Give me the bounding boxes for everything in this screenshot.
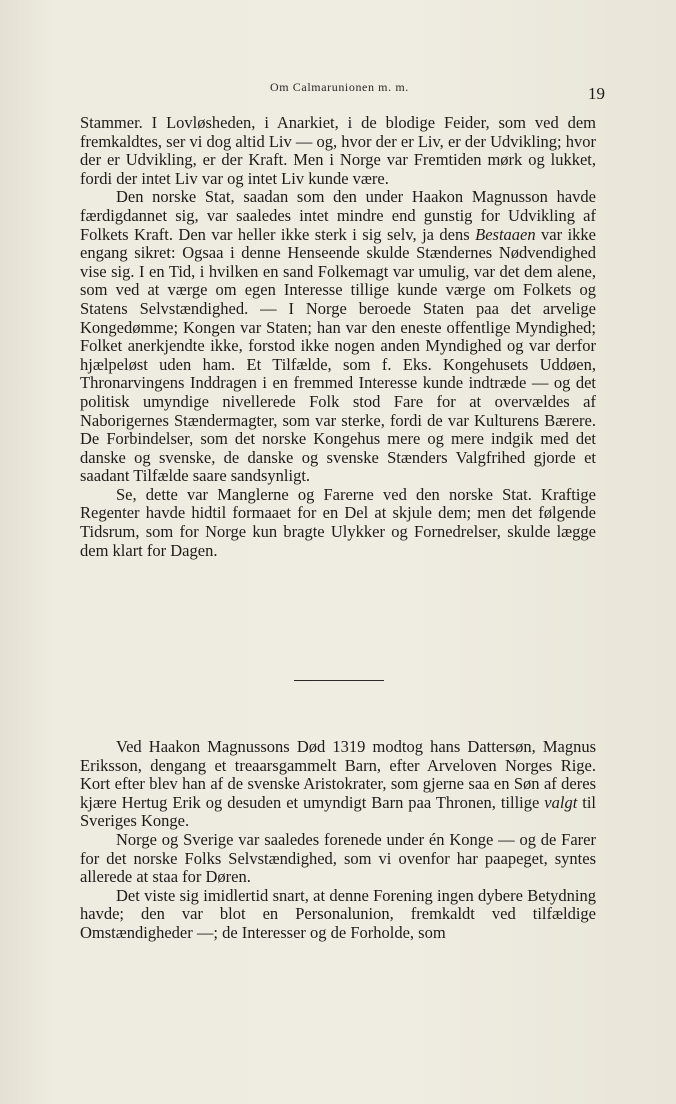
paragraph-4 [80, 738, 596, 831]
text-section-2 [80, 738, 596, 943]
page-number: 19 [588, 84, 605, 103]
paragraph-2 [80, 188, 596, 486]
text-segment: Stammer. I Lovløsheden, i Anarkiet, i de blodige Feider, som ved dem fremkaldtes, ser vi dog altid Liv — og, hvor der er Liv, er der Udvikling; hvor der er Udvikling, er der Kraft. Men i Norge var Fremtiden mørk og lukket, fordi der intet Liv var og intet Liv kunde være. [80, 113, 596, 188]
italic-segment: valgt [544, 792, 578, 812]
text-segment: var ikke engang sikret: Ogsaa i denne Henseende skulde Stændernes Nødvendighed vise sig. I en Tid, i hvilken en sand Folkemagt var umulig, var det dem alene, som ved at værge om egen Interesse tillige kunde værge om Folkets og Statens Selvstændighed. — I Norge beroede Staten paa det arvelige Kongedømme; Kongen var Staten; han var den eneste offentlige Myndighed; Folket anerkjendte ikke, forstod ikke nogen anden Myndighed og var derfor hjælpeløst uden ham. Et Tilfælde, som f. Eks. Kongehusets Uddøen, Thronarvingens Inddragen i en fremmed Interesse kunde indtræde — og det politisk umyndige nivellerede Folk stod Fare for at overvældes af Naborigernes Stændermagter, som var sterke, fordi de var Kulturens Bærere. De Forbindelser, som det norske Kongehus mere og mere indgik med det danske og svenske, de danske og svenske Stænders Valgfrihed gjorde et saadant Tilfælde saare sandsynligt. [80, 224, 596, 486]
text-segment: Det viste sig imidlertid snart, at denne Forening ingen dybere Betydning havde; den var blot en Personalunion, fremkaldt ved tilfældige Omstændigheder —; de Interesser og de Forholde, som [80, 885, 596, 942]
paragraph-3 [80, 486, 596, 560]
running-head: Om Calmarunionen m. m. [270, 80, 409, 94]
paragraph-6 [80, 887, 596, 943]
text-segment: til Sveriges Konge. [80, 792, 596, 831]
paragraph-5 [80, 831, 596, 887]
text-segment: Ved Haakon Magnussons Død 1319 modtog hans Dattersøn, Magnus Eriksson, dengang et treaarsgammelt Barn, efter Arveloven Norges Rige. Kort efter blev han af de svenske Aristokrater, som gjerne saa en Søn af deres kjære Hertug Erik og desuden et umyndigt Barn paa Thronen, tillige [80, 737, 596, 812]
text-segment: Den norske Stat, saadan som den under Haakon Magnusson havde færdigdannet sig, var saaledes intet mindre end gunstig for Udvikling af Folkets Kraft. Den var heller ikke sterk i sig selv, ja dens [80, 187, 596, 244]
text-segment: Norge og Sverige var saaledes forenede under én Konge — og de Farer for det norske Folks Selvstændighed, som vi ovenfor har paapeget, syntes allerede at staa for Døren. [80, 829, 596, 887]
text-segment: Se, dette var Manglerne og Farerne ved den norske Stat. Kraftige Regenter havde hidtil formaaet for en Del at skjule dem; men det følgende Tidsrum, som for Norge kun bragte Ulykker og Fornedrelser, skulde lægge dem klart for Dagen. [80, 484, 596, 560]
section-divider [294, 680, 384, 681]
paragraph-1 [80, 114, 596, 188]
italic-segment: Bestaaen [475, 224, 536, 244]
text-section-1 [80, 114, 596, 560]
